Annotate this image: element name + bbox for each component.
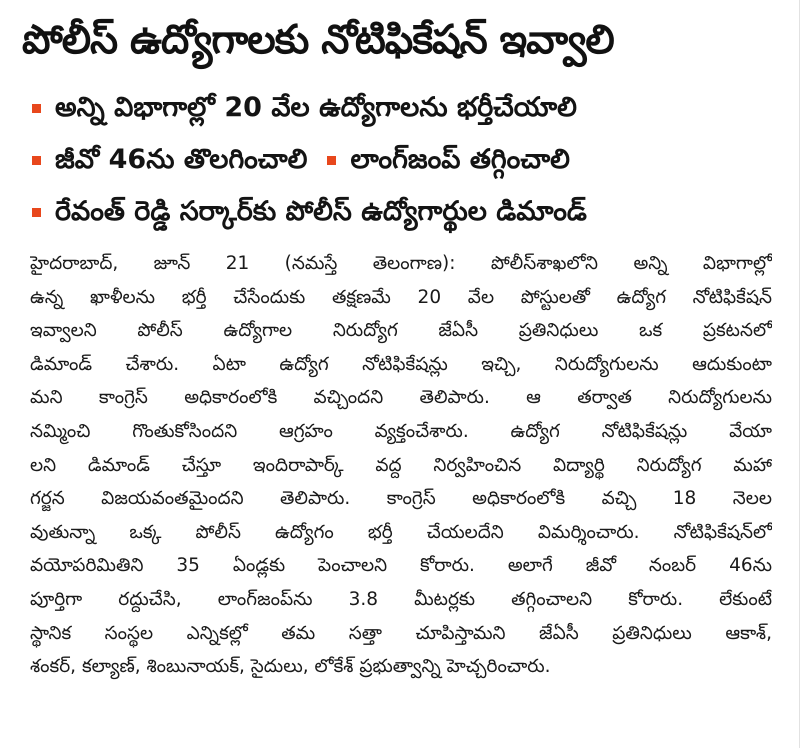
- body-line: పూర్తిగా రద్దుచేసి, లాంగ్‌జంప్‌ను 3.8 మీటర్లకు తగ్గించాలని కోరారు. లేకుంటే: [30, 588, 772, 610]
- body-line: గర్జన విజయవంతమైందని తెలిపారు. కాంగ్రెస్ అధికారంలోకి వచ్చి 18 నెలల: [30, 488, 772, 510]
- subhead-1: [30, 82, 780, 134]
- body-line: వుతున్నా ఒక్క పోలీస్ ఉద్యోగం భర్తీ చేయలదేని విమర్శించారు. నోటిఫికేషన్‌లో: [30, 521, 772, 543]
- article-body: [30, 247, 772, 684]
- subhead-1-text: అన్ని విభాగాల్లో 20 వేల ఉద్యోగాలను భర్తీచేయాలి: [55, 92, 577, 123]
- body-line: స్థానిక సంస్థల ఎన్నికల్లో తమ సత్తా చూపిస్తామని జేఏసీ ప్రతినిధులు ఆకాశ్,: [30, 622, 772, 644]
- headline: పోలీస్ ఉద్యోగాలకు నోటిఫికేషన్ ఇవ్వాలి: [22, 17, 614, 63]
- square-bullet-icon: [32, 104, 41, 113]
- subhead-3-text: రేవంత్ రెడ్డి సర్కార్‌కు పోలీస్ ఉద్యోగార్థుల డిమాండ్: [55, 196, 587, 227]
- body-line: వయోపరిమితిని 35 ఏండ్లకు పెంచాలని కోరారు. అలాగే జీవో నంబర్ 46ను: [30, 555, 772, 577]
- body-line: మని కాంగ్రెస్ అధికారంలోకి వచ్చిందని తెలిపారు. ఆ తర్వాత నిరుద్యోగులను: [30, 387, 772, 409]
- square-bullet-icon: [32, 208, 41, 217]
- body-line: శంకర్, కల్యాణ్, శింబునాయక్, సైదులు, లోకేశ్ ప్రభుత్వాన్ని హెచ్చరించారు.: [30, 656, 551, 678]
- body-line: లని డిమాండ్ చేస్తూ ఇందిరాపార్క్ వద్ద నిర్వహించిన విద్యార్థి నిరుద్యోగ మహా: [30, 454, 772, 476]
- subheads: [30, 82, 780, 238]
- subhead-3: [30, 186, 780, 238]
- square-bullet-icon: [32, 156, 41, 165]
- subhead-2a-text: జీవో 46ను తొలగించాలి: [55, 144, 308, 175]
- body-line: ఇవ్వాలని పోలీస్ ఉద్యోగాల నిరుద్యోగ జేఏసీ ప్రతినిధులు ఒక ప్రకటనలో: [30, 320, 772, 342]
- subhead-2: [30, 134, 780, 186]
- body-line: హైదరాబాద్, జూన్ 21 (నమస్తే తెలంగాణ): పోలీస్‌శాఖలోని అన్ని విభాగాల్లో: [30, 253, 772, 274]
- square-bullet-icon: [327, 156, 336, 165]
- subhead-2b-text: లాంగ్‌జంప్ తగ్గించాలి: [350, 144, 570, 175]
- body-line: నమ్మించి గొంతుకోసిందని ఆగ్రహం వ్యక్తంచేశారు. ఉద్యోగ నోటిఫికేషన్లు వేయా: [30, 420, 772, 442]
- body-line: డిమాండ్ చేశారు. ఏటా ఉద్యోగ నోటిఫికేషన్లు ఇచ్చి, నిరుద్యోగులను ఆదుకుంటా: [30, 353, 772, 375]
- body-line: ఉన్న ఖాళీలను భర్తీ చేసేందుకు తక్షణమే 20 వేల పోస్టులతో ఉద్యోగ నోటిఫికేషన్: [30, 286, 772, 308]
